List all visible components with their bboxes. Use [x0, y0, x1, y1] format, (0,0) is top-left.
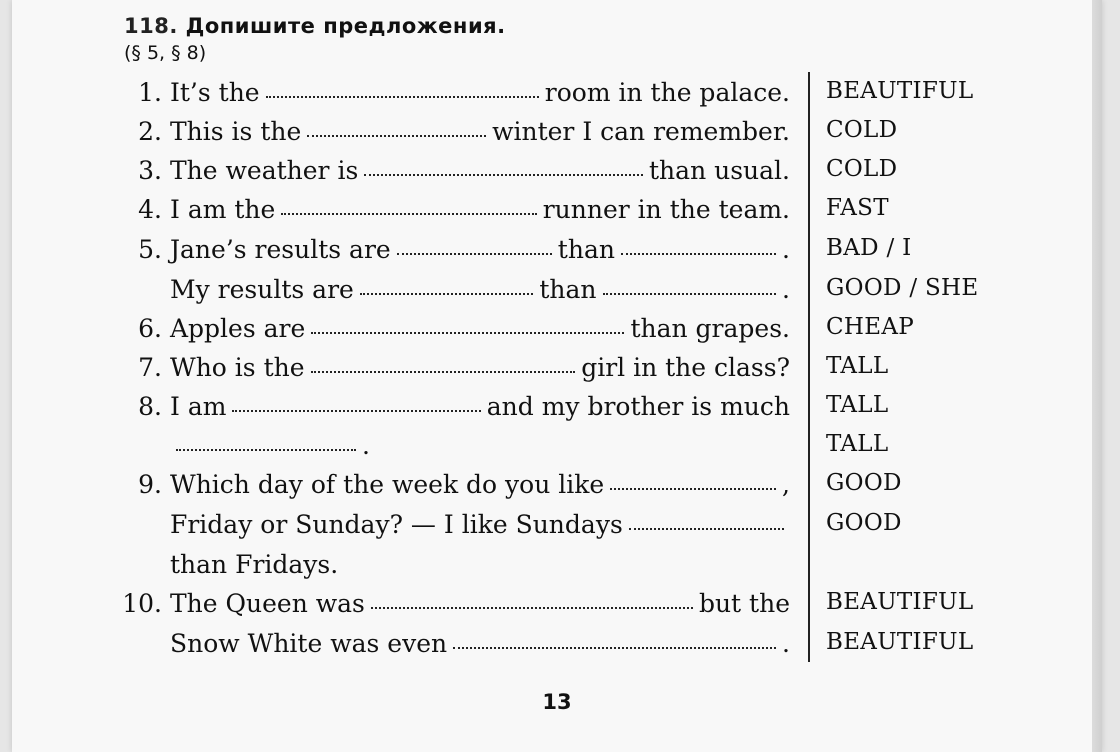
sentence-line [170, 314, 790, 343]
sentence-number: 4. [138, 195, 162, 224]
sentence-line [170, 235, 790, 264]
blank-field[interactable] [281, 212, 536, 215]
blank-field[interactable] [311, 331, 624, 334]
word-hint: COLD [826, 156, 898, 182]
sentence-start: Friday or Sunday? — I like Sundays [170, 510, 623, 539]
blank-field[interactable] [311, 370, 576, 373]
sentence-line [170, 470, 790, 499]
blank-field[interactable] [610, 487, 776, 490]
sentence-row-9b [12, 510, 1102, 548]
word-hint: GOOD [826, 470, 902, 496]
sentence-middle: than [539, 275, 597, 304]
word-hint: TALL [826, 392, 889, 418]
sentence-end: than grapes. [630, 314, 790, 343]
sentence-start: I am the [170, 195, 276, 224]
word-hint: CHEAP [826, 314, 915, 340]
sentence-row-10 [12, 589, 1102, 627]
sentence-number: 5. [138, 235, 162, 264]
blank-field[interactable] [603, 292, 777, 295]
blank-field[interactable] [307, 134, 486, 137]
sentence-start: Apples are [170, 314, 306, 343]
word-hint: BEAUTIFUL [826, 629, 974, 655]
sentence-end: . [362, 431, 370, 460]
sentence-end: . [782, 629, 790, 658]
sentence-line [170, 117, 790, 146]
blank-field[interactable] [176, 448, 356, 451]
sentence-line [170, 156, 790, 185]
sentence-line [170, 78, 790, 107]
sentence-line [170, 510, 790, 539]
word-hint: FAST [826, 195, 889, 221]
sentence-line [170, 550, 790, 579]
sentence-number: 6. [138, 314, 162, 343]
sentence-row-3 [12, 156, 1102, 194]
sentence-row-9c [12, 550, 1102, 588]
sentence-row-2 [12, 117, 1102, 155]
sentence-end: girl in the class? [581, 353, 790, 382]
word-hint: GOOD / SHE [826, 275, 979, 301]
blank-field[interactable] [364, 173, 643, 176]
blank-field[interactable] [621, 252, 776, 255]
sentence-line [170, 195, 790, 224]
sentence-number: 1. [138, 78, 162, 107]
sentence-end: and my brother is much [486, 392, 790, 421]
sentence-line [170, 275, 790, 304]
sentence-row-8 [12, 392, 1102, 430]
exercise-instruction: Допишите предложения. [185, 14, 506, 38]
blank-field[interactable] [371, 606, 693, 609]
sentence-line [170, 629, 790, 658]
sentence-line [170, 589, 790, 618]
sentence-line [170, 353, 790, 382]
blank-field[interactable] [453, 646, 776, 649]
sentence-start: Who is the [170, 353, 305, 382]
sentence-end: . [782, 235, 790, 264]
sentence-number: 2. [138, 117, 162, 146]
sentence-row-1 [12, 78, 1102, 116]
sentence-number: 10. [122, 589, 162, 618]
sentence-end: room in the palace. [544, 78, 790, 107]
word-hint: TALL [826, 431, 889, 457]
word-hint: BAD / I [826, 235, 912, 261]
sentence-start: Which day of the week do you like [170, 470, 605, 499]
sentence-end: but the [698, 589, 790, 618]
word-hint: GOOD [826, 510, 902, 536]
blank-field[interactable] [360, 292, 534, 295]
blank-field[interactable] [232, 409, 480, 412]
exercise-header [124, 14, 506, 64]
sentence-start: This is the [170, 117, 302, 146]
sentence-row-5 [12, 235, 1102, 273]
sentence-row-6 [12, 314, 1102, 352]
sentence-start: The Queen was [170, 589, 365, 618]
sentence-row-4 [12, 195, 1102, 233]
sentence-row-5b [12, 275, 1102, 313]
exercise-title [124, 14, 506, 38]
sentence-middle: than [557, 235, 615, 264]
sentence-number: 3. [138, 156, 162, 185]
exercise-reference: (§ 5, § 8) [124, 42, 207, 64]
blank-field[interactable] [266, 95, 539, 98]
blank-field[interactable] [629, 527, 784, 530]
sentence-end: . [782, 275, 790, 304]
sentence-number: 7. [138, 353, 162, 382]
word-hint: BEAUTIFUL [826, 589, 974, 615]
page-number: 13 [542, 690, 572, 714]
exercise-number: 118. [124, 14, 178, 38]
sentence-start: The weather is [170, 156, 359, 185]
sentence-line [170, 392, 790, 421]
sentence-start: Snow White was even [170, 629, 448, 658]
sentence-row-10b [12, 629, 1102, 667]
sentence-start: I am [170, 392, 227, 421]
sentence-end: runner in the team. [542, 195, 790, 224]
word-hint: TALL [826, 353, 889, 379]
sentence-start: It’s the [170, 78, 260, 107]
word-hint: COLD [826, 117, 898, 143]
sentence-start: Jane’s results are [170, 235, 391, 264]
textbook-page [12, 0, 1102, 752]
sentence-row-7 [12, 353, 1102, 391]
sentence-number: 9. [138, 470, 162, 499]
blank-field[interactable] [397, 252, 552, 255]
sentence-start: than Fridays. [170, 550, 339, 579]
sentence-row-8b [12, 431, 1102, 469]
sentence-row-9 [12, 470, 1102, 508]
sentence-end: than usual. [649, 156, 790, 185]
sentence-start: My results are [170, 275, 354, 304]
sentence-end: winter I can remember. [492, 117, 790, 146]
word-hint: BEAUTIFUL [826, 78, 974, 104]
sentence-line [170, 431, 790, 460]
sentence-number: 8. [138, 392, 162, 421]
sentence-end: , [782, 470, 790, 499]
